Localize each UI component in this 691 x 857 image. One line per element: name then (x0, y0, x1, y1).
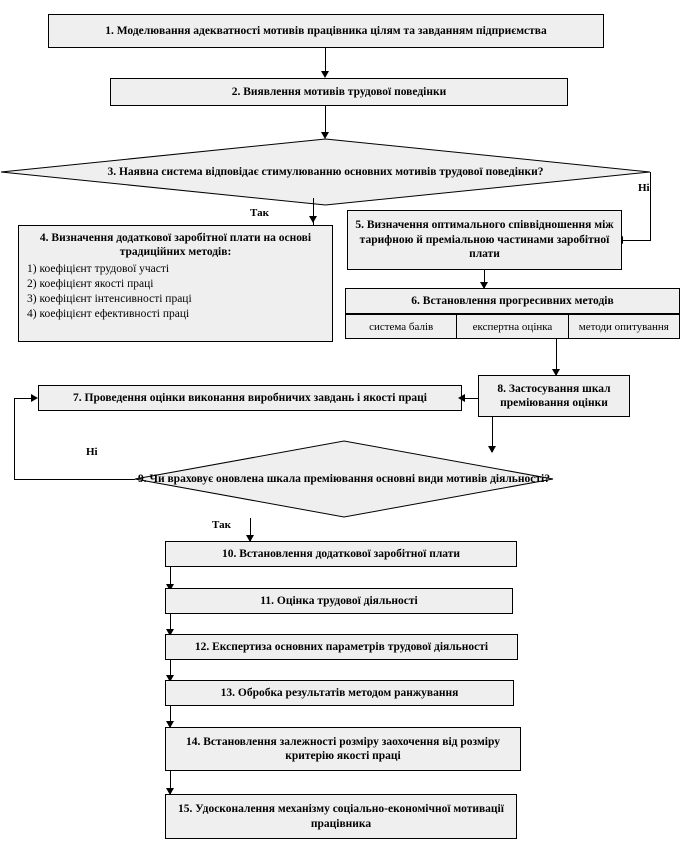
node-1: 1. Моделювання адекватності мотивів працівника цілям та завданням підприємства (48, 14, 604, 48)
edge-label-3-no: Ні (638, 182, 650, 194)
arrow-3-to-4 (309, 216, 317, 223)
node-6-method-3: методи опитування (578, 320, 669, 333)
arrow-1-to-2 (321, 71, 329, 78)
node-6-method-2: експертна оцінка (457, 315, 568, 338)
edge-3-to-5-vert (650, 172, 651, 240)
arrow-9-to-7 (31, 394, 38, 402)
edge-label-9-no: Ні (86, 446, 98, 458)
node-6-methods-row (345, 314, 680, 339)
node-3-decision (0, 138, 651, 206)
node-10: 10. Встановлення додаткової заробітної плати (165, 541, 517, 567)
node-4-item-4: 4) коефіцієнт ефективності праці (27, 307, 190, 320)
node-5: 5. Визначення оптимального співвідношення між тарифною й преміальною частинами заробітної плати (347, 210, 622, 270)
node-15: 15. Удосконалення механізму соціально-економічної мотивації працівника (165, 794, 517, 839)
node-4-item-3: 3) коефіцієнт інтенсивності праці (27, 292, 192, 305)
node-13: 13. Обробка результатів методом ранжування (165, 680, 514, 706)
edge-3-to-5-horz (622, 240, 651, 241)
node-12: 12. Експертиза основних параметрів трудової діяльності (165, 634, 518, 660)
node-2: 2. Виявлення мотивів трудової поведінки (110, 78, 568, 106)
node-9-decision (134, 440, 554, 518)
edge-label-9-yes: Так (212, 519, 231, 531)
node-4 (18, 225, 333, 342)
edge-9-to-7-horz (14, 479, 135, 480)
node-14: 14. Встановлення залежності розміру заохочення від розміру критерію якості праці (165, 727, 521, 771)
node-6: 6. Встановлення прогресивних методів (345, 288, 680, 314)
edge-9-to-7-top (14, 398, 32, 399)
arrow-8-to-7 (458, 394, 465, 402)
node-11: 11. Оцінка трудової діяльності (165, 588, 513, 614)
node-4-item-1: 1) коефіцієнт трудової участі (27, 262, 170, 275)
node-3-diamond-shape (0, 138, 651, 206)
node-7: 7. Проведення оцінки виконання виробничих завдань і якості праці (38, 385, 462, 411)
node-4-header: 4. Визначення додаткової заробітної плати на основі традиційних методів: (39, 232, 312, 259)
edge-8-to-7 (464, 398, 479, 399)
node-6-method-1: система балів (346, 315, 457, 338)
edge-1-to-2 (325, 48, 326, 73)
edge-9-to-7-vert (14, 398, 15, 479)
node-8: 8. Застосування шкал преміювання оцінки (478, 375, 630, 417)
node-9-text: 9. Чи враховує оновлена шкала преміювання основні види мотивів діяльності? (138, 472, 550, 485)
node-3-label: 3. Наявна система відповідає стимулюванню основних мотивів трудової поведінки? (107, 165, 544, 178)
node-9-diamond-shape (134, 440, 554, 518)
node-4-item-2: 2) коефіцієнт якості праці (27, 277, 154, 290)
edge-label-3-yes: Так (250, 207, 269, 219)
